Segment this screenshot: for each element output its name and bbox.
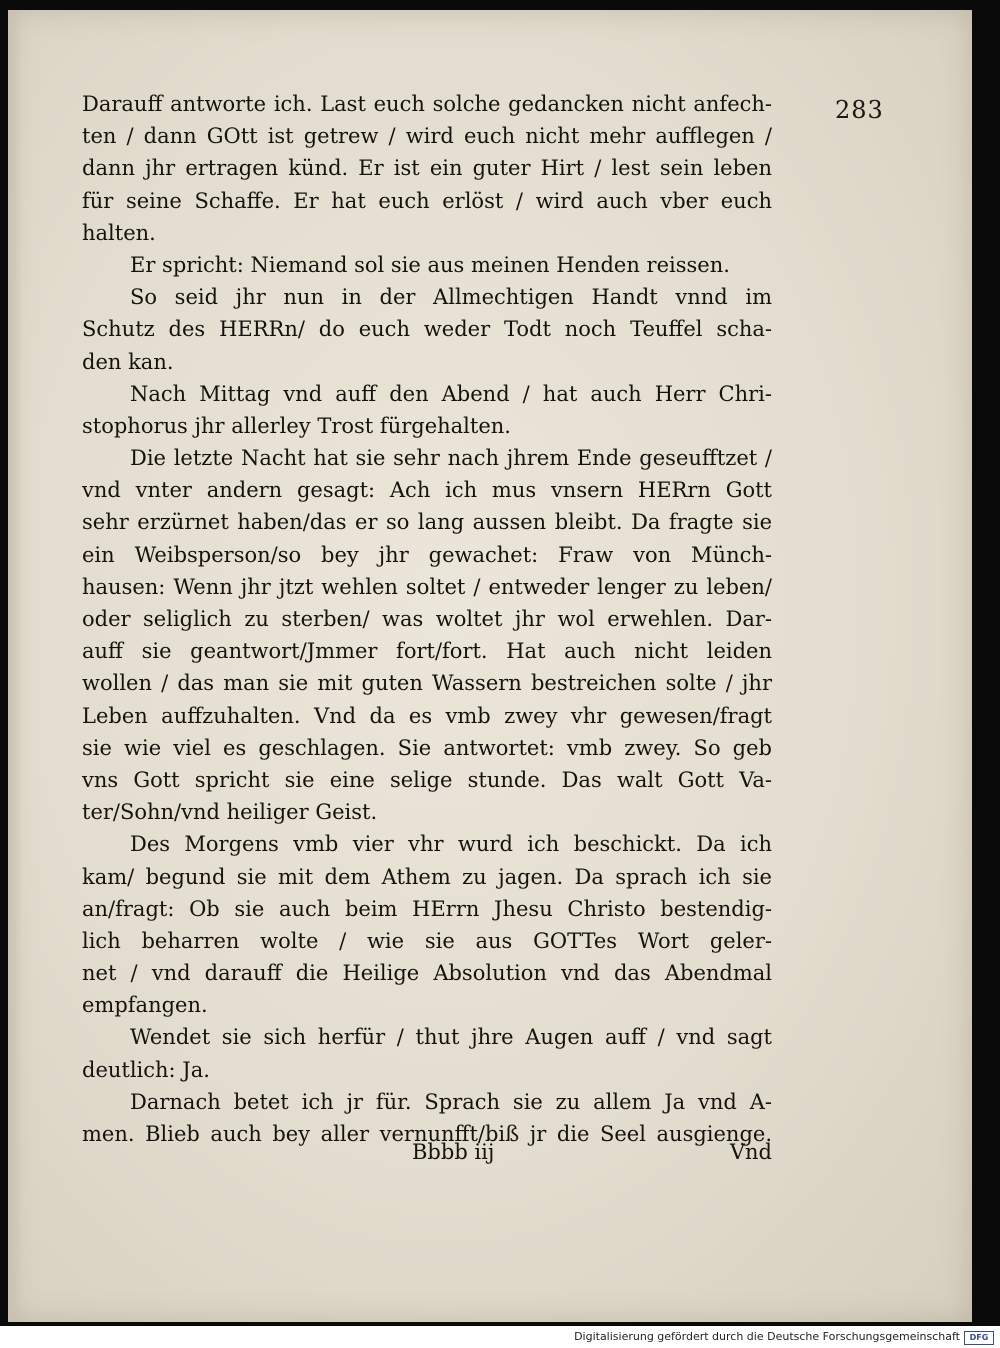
text-line: Des Morgens vmb vier vhr wurd ich beschickt. Da ich — [130, 832, 772, 857]
text-line: Die letzte Nacht hat sie sehr nach jhrem Ende geseufftzet / — [130, 446, 772, 471]
text-line: ten / dann GOtt ist getrew / wird euch nicht mehr aufflegen / — [82, 124, 772, 149]
text-line: wollen / das man sie mit guten Wassern bestreichen solte / jhr — [82, 671, 772, 696]
text-line: Er spricht: Niemand sol sie aus meinen Henden reissen. — [130, 252, 730, 277]
text-line: an/fragt: Ob sie auch beim HErrn Jhesu Christo bestendig- — [82, 896, 772, 921]
text-line: für seine Schaffe. Er hat euch erlöst / wird auch vber euch — [82, 188, 772, 213]
text-line: Nach Mittag vnd auff den Abend / hat auch Herr Chri- — [130, 381, 772, 406]
text-line: Wendet sie sich herfür / thut jhre Augen auff / vnd sagt — [130, 1025, 772, 1050]
text-line: auff sie geantwort/Jmmer fort/fort. Hat auch nicht leiden — [82, 639, 772, 664]
text-line: Darauff antworte ich. Last euch solche gedancken nicht anfech- — [82, 92, 772, 116]
page-edge-shadow — [8, 10, 22, 1322]
text-line: ein Weibsperson/so bey jhr gewachet: Fraw von Münch- — [82, 542, 772, 567]
text-line: men. Blieb auch bey aller vernunfft/biß jr die Seel ausgienge. — [82, 1122, 772, 1146]
signature-mark: Bbbb iij — [412, 1140, 495, 1164]
credit-bar — [0, 1326, 1000, 1348]
text-line: lich beharren wolte / wie sie aus GOTTes Wort geler- — [82, 928, 772, 953]
text-line: vnd vnter andern gesagt: Ach ich mus vnsern HERrn Gott — [82, 478, 772, 503]
text-line: Darnach betet ich jr für. Sprach sie zu allem Ja vnd A- — [130, 1089, 772, 1114]
text-line: den kan. — [82, 349, 174, 374]
text-line: oder seliglich zu sterben/ was woltet jhr wol erwehlen. Dar- — [82, 607, 772, 631]
text-line: ter/Sohn/vnd heiliger Geist. — [82, 800, 378, 825]
catchword: Vnd — [729, 1140, 772, 1164]
text-line: vns Gott spricht sie eine selige stunde. Das walt Gott Va- — [82, 767, 772, 792]
text-line: Schutz des HERRn/ do euch weder Todt noch Teuffel scha- — [82, 317, 772, 342]
text-line: dann jhr ertragen künd. Er ist ein guter Hirt / lest sein leben — [82, 156, 772, 181]
text-line: Leben auffzuhalten. Vnd da es vmb zwey vhr gewesen/fragt — [82, 703, 772, 728]
text-line: kam/ begund sie mit dem Athem zu jagen. Da sprach ich sie — [82, 864, 772, 889]
text-line: net / vnd darauff die Heilige Absolution vnd das Abendmal — [82, 961, 772, 986]
page-number: 283 — [835, 96, 884, 124]
text-line: empfangen. — [82, 993, 208, 1018]
text-line: stophorus jhr allerley Trost fürgehalten. — [82, 413, 511, 438]
text-line: halten. — [82, 220, 156, 245]
dfg-logo-icon: DFG — [964, 1331, 994, 1345]
text-line: So seid jhr nun in der Allmechtigen Handt vnnd im — [130, 285, 772, 310]
funding-credit: Digitalisierung gefördert durch die Deutsche Forschungsgemeinschaft — [574, 1330, 960, 1343]
text-line: hausen: Wenn jhr jtzt wehlen soltet / entweder lenger zu leben/ — [82, 574, 772, 599]
text-line: sie wie viel es geschlagen. Sie antwortet: vmb zwey. So geb — [82, 735, 772, 760]
page-foot — [82, 1136, 772, 1168]
book-page — [8, 10, 972, 1322]
text-line: deutlich: Ja. — [82, 1057, 210, 1082]
body-text — [82, 88, 772, 1150]
text-line: sehr erzürnet haben/das er so lang aussen bleibt. Da fragte sie — [82, 510, 772, 535]
